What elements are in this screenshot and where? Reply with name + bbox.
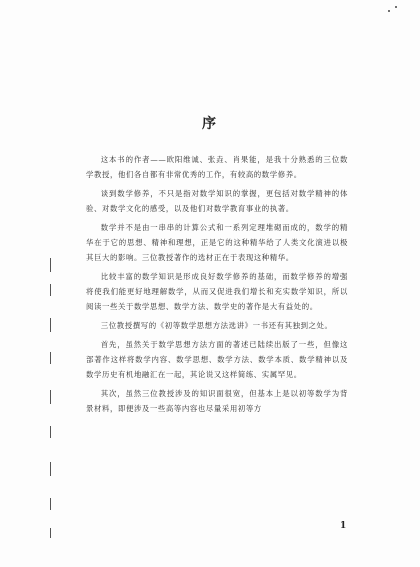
paragraph: 三位教授撰写的《初等数学思想方法选讲》一书还有其独到之处。 — [100, 321, 333, 330]
page-number: 1 — [340, 521, 347, 531]
paragraph: 这本书的作者——欧阳维诚、张垚、肖果能，是我十分熟悉的三位数学教授，他们各自都有非常优秀的工作，有较高的数学修养。 — [86, 155, 348, 179]
binding-mark — [50, 426, 51, 438]
binding-mark — [50, 528, 51, 538]
paragraph: 数学并不是由一串串的计算公式和一系列定理堆砌而成的，数学的精华在于它的思想、精神和理想，正是它的这种精华给了人类文化演进以极其巨大的影响。三位教授著作的选材正在于表现这种精华。 — [86, 223, 348, 262]
scan-speck — [388, 10, 390, 12]
binding-mark — [50, 498, 51, 510]
binding-mark — [50, 352, 51, 364]
binding-mark — [50, 258, 51, 272]
binding-mark — [50, 390, 51, 404]
binding-mark — [50, 318, 51, 332]
paragraph: 谈到数学修养，不只是指对数学知识的掌握，更包括对数学精神的体验、对数学文化的感受，以及他们对数学教育事业的执著。 — [86, 189, 348, 213]
preface-body — [86, 152, 348, 420]
binding-mark — [50, 284, 51, 296]
paragraph: 其次，虽然三位教授涉及的知识面很宽，但基本上是以初等数学为背景材料，即便涉及一些高等内容也尽量采用初等方 — [86, 389, 348, 413]
binding-mark — [50, 462, 51, 476]
paragraph: 首先，虽然关于数学思想方法方面的著述已陆续出版了一些，但像这部著作这样将数学内容、数学思想、数学方法、数学本质、数学精神以及数学历史有机地融汇在一起，其论说又这样简练、实属罕见。 — [86, 340, 348, 379]
paragraph: 比较丰富的数学知识是形成良好数学修养的基础，而数学修养的增强将使我们能更好地理解数学，从而又促进我们增长和充实数学知识，所以阅读一些关于数学思想、数学方法、数学史的著作是大有益处的。 — [86, 272, 348, 311]
page-title: 序 — [202, 116, 218, 133]
scan-speck — [395, 6, 397, 8]
